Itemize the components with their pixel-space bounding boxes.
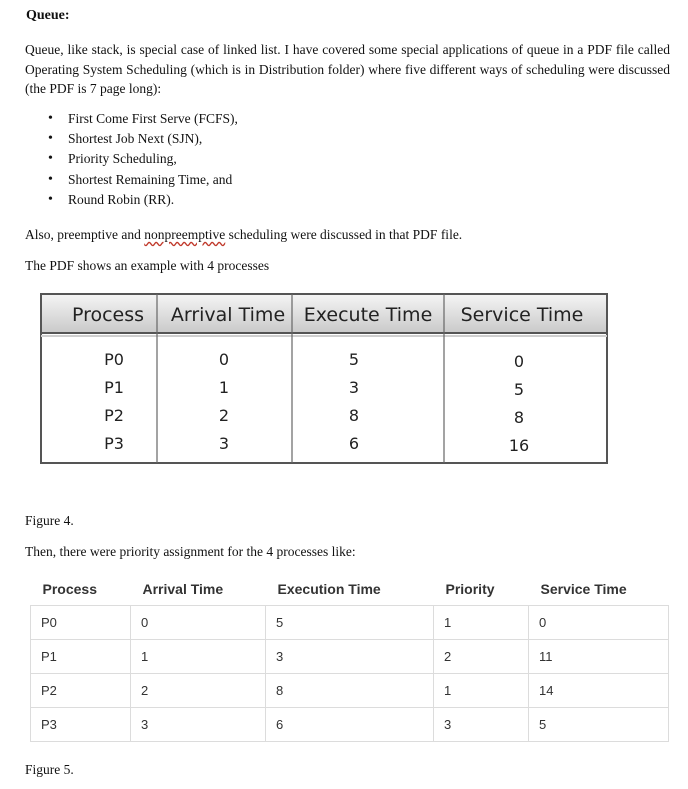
figure4-table-image <box>40 293 608 464</box>
figure4-cell: 3 <box>218 434 230 453</box>
figure4-cell: 5 <box>348 350 360 369</box>
preemptive-sentence-start: Also, preemptive and <box>25 227 145 242</box>
figure5-header-arrival-time: Arrival Time <box>142 580 224 597</box>
table-cell: 5 <box>529 708 669 742</box>
table-cell: 1 <box>434 606 529 640</box>
list-item: • First Come First Serve (FCFS), <box>48 109 238 129</box>
figure4-header-service-time: Service Time <box>460 304 584 326</box>
table-cell: P2 <box>31 674 131 708</box>
list-item: • Shortest Job Next (SJN), <box>48 129 238 149</box>
section-heading: Queue: <box>26 8 70 23</box>
table-cell: 3 <box>131 708 266 742</box>
figure4-cell: 0 <box>218 350 230 369</box>
preemptive-sentence-end: scheduling were discussed in that PDF file. <box>225 227 463 242</box>
figure4-cell: 8 <box>513 408 525 427</box>
figure4-cell: P2 <box>104 406 124 425</box>
table-cell: 1 <box>131 640 266 674</box>
table-cell: 5 <box>266 606 434 640</box>
table-row <box>31 674 669 708</box>
figure4-cell: 0 <box>513 352 525 371</box>
list-item: • Shortest Remaining Time, and <box>48 170 238 190</box>
table-row <box>31 606 669 640</box>
figure4-cell: 1 <box>218 378 230 397</box>
table-cell: P0 <box>31 606 131 640</box>
table-cell: 3 <box>434 708 529 742</box>
table-cell: 1 <box>434 674 529 708</box>
scheduling-algorithm-list <box>48 109 238 210</box>
example-sentence: The PDF shows an example with 4 processes <box>25 258 270 273</box>
list-item: • Priority Scheduling, <box>48 149 238 169</box>
table-cell: 6 <box>266 708 434 742</box>
table-cell: P1 <box>31 640 131 674</box>
figure5-header-process: Process <box>42 580 97 597</box>
figure5-caption: Figure 5. <box>25 762 74 777</box>
figure4-header-process: Process <box>71 304 145 326</box>
table-cell: 0 <box>131 606 266 640</box>
figure4-cell: 6 <box>348 434 360 453</box>
table-cell: P3 <box>31 708 131 742</box>
table-cell: 14 <box>529 674 669 708</box>
table-row <box>31 708 669 742</box>
figure4-cell: 8 <box>348 406 360 425</box>
figure5-header-service-time: Service Time <box>540 580 627 597</box>
table-cell: 8 <box>266 674 434 708</box>
table-cell: 2 <box>131 674 266 708</box>
figure5-table <box>30 572 669 742</box>
figure4-cell: 2 <box>218 406 230 425</box>
figure4-header-arrival-time: Arrival Time <box>170 304 286 326</box>
table-cell: 11 <box>529 640 669 674</box>
figure4-cell: P0 <box>104 350 124 369</box>
figure5-header-priority: Priority <box>445 580 495 597</box>
figure4-cell: P3 <box>104 434 124 453</box>
table-header-row <box>31 572 669 606</box>
figure5-header-execution-time: Execution Time <box>277 580 381 597</box>
table-cell: 3 <box>266 640 434 674</box>
figure4-cell: 5 <box>513 380 525 399</box>
spellcheck-word: nonpreemptive <box>144 227 226 242</box>
table-cell: 0 <box>529 606 669 640</box>
figure4-header-execute-time: Execute Time <box>303 304 433 326</box>
table-cell: 2 <box>434 640 529 674</box>
preemptive-sentence <box>25 227 462 243</box>
priority-sentence: Then, there were priority assignment for the 4 processes like: <box>25 544 356 559</box>
figure4-caption: Figure 4. <box>25 513 74 528</box>
intro-paragraph: Queue, like stack, is special case of linked list. I have covered some special applications of queue in a PDF file called Operating System Scheduling (which is in Distribution folder) where five different ways of scheduling were discussed (the PDF is 7 page long): <box>25 42 670 96</box>
figure4-cell: 3 <box>348 378 360 397</box>
table-row <box>31 640 669 674</box>
list-item: • Round Robin (RR). <box>48 190 238 210</box>
figure4-cell: 16 <box>508 436 530 455</box>
figure4-cell: P1 <box>104 378 124 397</box>
